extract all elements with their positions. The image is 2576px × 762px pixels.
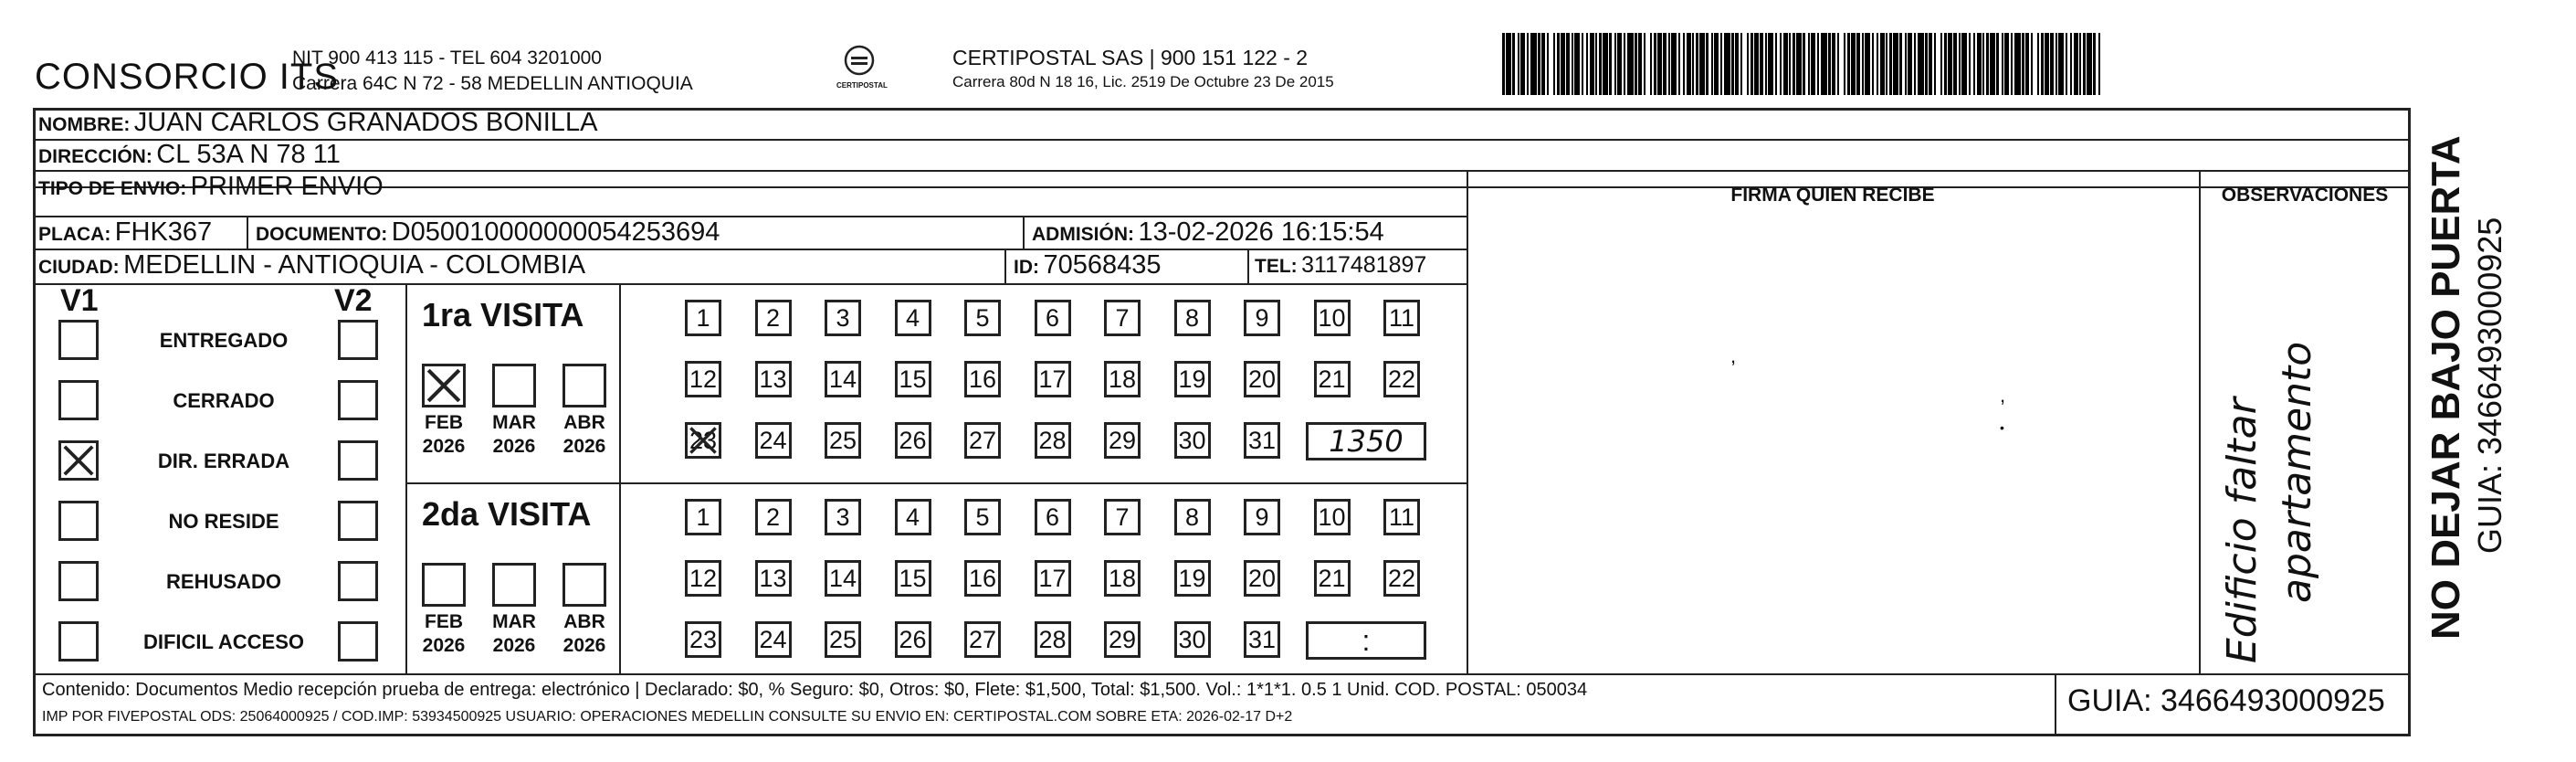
day-number: 28 xyxy=(1038,625,1067,653)
time-value: 1350 xyxy=(1329,424,1404,459)
day-box xyxy=(1035,560,1071,597)
day-box xyxy=(1035,361,1071,397)
day-number: 11 xyxy=(1388,303,1415,332)
day-number: 22 xyxy=(1387,564,1416,592)
status-label: REHUSADO xyxy=(166,570,281,593)
documento-field xyxy=(256,217,720,248)
month-checkbox xyxy=(422,563,466,607)
day-box xyxy=(1174,300,1211,336)
day-number: 29 xyxy=(1108,426,1137,454)
admision-label: ADMISIÓN: xyxy=(1032,224,1134,245)
day-number: 27 xyxy=(968,625,997,653)
id-field xyxy=(1014,250,1161,280)
barcode-bar xyxy=(1724,33,1730,95)
day-number: 10 xyxy=(1318,503,1346,531)
documento-value: D050010000000054253694 xyxy=(391,217,720,247)
month-checkbox xyxy=(492,563,536,607)
tel-label: TEL: xyxy=(1255,256,1298,277)
day-box xyxy=(1244,499,1280,535)
day-box xyxy=(685,621,721,658)
month-checkbox xyxy=(563,563,606,607)
day-number: 7 xyxy=(1115,503,1130,531)
month-year: 2026 xyxy=(422,436,466,457)
day-number: 20 xyxy=(1247,365,1277,393)
day-box xyxy=(1244,422,1280,459)
tipo-envio-value: PRIMER ENVIO xyxy=(190,172,384,201)
month-label xyxy=(487,411,541,459)
time-value: : xyxy=(1362,623,1371,657)
certipostal-logo xyxy=(836,44,888,90)
day-number: 7 xyxy=(1115,303,1130,332)
id-label: ID: xyxy=(1014,257,1039,278)
day-box xyxy=(895,560,931,597)
barcode-bar xyxy=(1530,33,1537,95)
visit-title: 2da VISITA xyxy=(422,495,592,533)
day-number: 27 xyxy=(968,426,997,454)
ciudad-field xyxy=(38,250,585,280)
day-box xyxy=(1174,499,1211,535)
day-number: 26 xyxy=(899,426,927,454)
month-checkbox xyxy=(492,364,536,407)
day-number: 2 xyxy=(765,303,781,332)
day-box xyxy=(1314,361,1351,397)
day-box xyxy=(964,560,1001,597)
signature-mark: , xyxy=(2000,384,2006,407)
day-box xyxy=(964,422,1001,459)
placa-label: PLACA: xyxy=(38,224,111,245)
placa-value: FHK367 xyxy=(114,217,213,247)
day-number: 8 xyxy=(1184,303,1200,332)
logo-caption: CERTIPOSTAL xyxy=(836,81,888,90)
day-box xyxy=(825,300,861,336)
day-number: 17 xyxy=(1038,564,1067,592)
admision-field xyxy=(1032,217,1384,248)
no-dejar-bajo-puerta: NO DEJAR BAJO PUERTA xyxy=(2424,135,2468,640)
status-v2-checkbox xyxy=(338,621,378,661)
day-number: 22 xyxy=(1387,365,1416,393)
day-number: 24 xyxy=(759,625,787,653)
day-number: 16 xyxy=(968,564,997,592)
month-label xyxy=(557,411,612,459)
admision-value: 13-02-2026 16:15:54 xyxy=(1138,217,1384,247)
month-checkbox xyxy=(422,364,466,407)
day-number: 5 xyxy=(975,503,990,531)
day-number: 31 xyxy=(1247,426,1277,454)
day-box xyxy=(1035,422,1071,459)
day-box xyxy=(825,422,861,459)
carrier-address: Carrera 80d N 18 16, Lic. 2519 De Octubre 23 De 2015 xyxy=(952,73,1334,90)
day-number: 8 xyxy=(1184,503,1200,531)
day-box xyxy=(1104,361,1141,397)
day-number: 14 xyxy=(828,564,857,592)
status-v2-checkbox xyxy=(338,380,378,420)
day-number: 21 xyxy=(1318,365,1346,393)
observacion-line1: Edificio faltar xyxy=(2219,397,2266,663)
day-box xyxy=(755,300,792,336)
day-number: 2 xyxy=(765,503,781,531)
observacion-line2: apartamento xyxy=(2274,341,2320,603)
day-number: 13 xyxy=(759,564,787,592)
day-number: 29 xyxy=(1108,625,1137,653)
status-v1-checkbox xyxy=(58,561,99,601)
day-box xyxy=(685,560,721,597)
month-name: MAR xyxy=(492,412,536,433)
barcode-bar xyxy=(1918,33,1924,95)
day-box xyxy=(685,499,721,535)
firma-label: FIRMA QUIEN RECIBE xyxy=(1730,185,1935,206)
day-box xyxy=(1104,621,1141,658)
month-name: ABR xyxy=(563,412,605,433)
day-number: 9 xyxy=(1255,503,1269,531)
day-number: 23 xyxy=(689,625,718,653)
day-box xyxy=(1383,499,1420,535)
day-box xyxy=(1174,361,1211,397)
day-box xyxy=(1383,361,1420,397)
day-box xyxy=(1174,422,1211,459)
day-number: 30 xyxy=(1178,625,1206,653)
day-number: 1 xyxy=(696,503,710,531)
day-box xyxy=(1383,300,1420,336)
month-checkbox xyxy=(563,364,606,407)
day-box xyxy=(755,560,792,597)
day-box xyxy=(1035,300,1071,336)
nombre-label: NOMBRE: xyxy=(38,114,131,135)
x-mark-icon xyxy=(425,366,463,405)
x-mark-icon xyxy=(61,443,96,478)
day-box xyxy=(895,361,931,397)
status-v1-checkbox xyxy=(58,501,99,541)
day-box xyxy=(1035,499,1071,535)
day-box xyxy=(964,361,1001,397)
month-year: 2026 xyxy=(492,436,536,457)
barcode-bar xyxy=(1821,33,1827,95)
day-box xyxy=(895,422,931,459)
day-box xyxy=(964,621,1001,658)
footer-contenido: Contenido: Documentos Medio recepción prueba de entrega: electrónico | Declarado: $0, % Seguro: $0, Otros: $0, Flete: $1,500, Total: $1,500. Vol.: 1*1*1. 0.5 1 Unid. COD. POSTAL: 050034 xyxy=(42,680,1588,700)
day-number: 9 xyxy=(1255,303,1269,332)
status-v1-checkbox xyxy=(58,320,99,360)
month-year: 2026 xyxy=(422,635,466,656)
day-number: 11 xyxy=(1388,503,1415,531)
month-name: MAR xyxy=(492,611,536,632)
footer-impresion: IMP POR FIVEPOSTAL ODS: 25064000925 / COD.IMP: 53934500925 USUARIO: OPERACIONES MEDELLIN CONSULTE SU ENVIO EN: CERTIPOSTAL.COM SOBRE ETA: 2026-02-17 D+2 xyxy=(42,709,1293,725)
day-number: 19 xyxy=(1178,564,1206,592)
company-name: CONSORCIO ITS xyxy=(35,57,340,97)
day-number: 15 xyxy=(899,365,927,393)
day-number: 3 xyxy=(836,503,850,531)
month-name: FEB xyxy=(425,611,463,632)
day-box xyxy=(1104,422,1141,459)
day-box xyxy=(825,499,861,535)
day-number: 16 xyxy=(968,365,997,393)
v2-label: V2 xyxy=(334,283,373,318)
barcode-bar xyxy=(2014,33,2021,95)
day-box xyxy=(685,361,721,397)
day-number: 4 xyxy=(905,503,920,531)
month-label xyxy=(416,610,471,658)
day-number: 25 xyxy=(828,625,857,653)
day-box xyxy=(1244,621,1280,658)
day-number: 19 xyxy=(1178,365,1206,393)
status-v2-checkbox xyxy=(338,320,378,360)
month-label xyxy=(416,411,471,459)
status-v2-checkbox xyxy=(338,501,378,541)
day-box xyxy=(685,300,721,336)
month-year: 2026 xyxy=(563,635,606,656)
day-number: 18 xyxy=(1108,564,1137,592)
day-box xyxy=(1104,300,1141,336)
day-number: 30 xyxy=(1178,426,1206,454)
day-box xyxy=(895,499,931,535)
certipostal-logo-icon xyxy=(843,44,876,77)
status-label: ENTREGADO xyxy=(159,329,289,352)
day-box xyxy=(755,422,792,459)
barcode xyxy=(1502,33,2225,95)
day-box xyxy=(1314,560,1351,597)
day-number: 21 xyxy=(1318,564,1346,592)
day-number: 6 xyxy=(1045,503,1060,531)
day-box xyxy=(825,361,861,397)
day-number: 20 xyxy=(1247,564,1277,592)
month-year: 2026 xyxy=(563,436,606,457)
day-box xyxy=(1244,300,1280,336)
day-number: 14 xyxy=(828,365,857,393)
day-number: 4 xyxy=(905,303,920,332)
id-value: 70568435 xyxy=(1043,250,1162,280)
day-box xyxy=(895,621,931,658)
status-v2-checkbox xyxy=(338,440,378,481)
visit-title: 1ra VISITA xyxy=(422,296,584,333)
status-label: DIR. ERRADA xyxy=(157,450,290,472)
time-box xyxy=(1306,621,1426,660)
tipo-envio-row xyxy=(38,172,384,202)
time-box xyxy=(1306,422,1426,460)
side-guia: GUIA: 3466493000925 xyxy=(2471,217,2508,554)
nombre-row xyxy=(38,108,597,138)
day-box xyxy=(1244,361,1280,397)
v1-label: V1 xyxy=(60,283,99,318)
direccion-label: DIRECCIÓN: xyxy=(38,146,152,167)
day-box xyxy=(825,560,861,597)
day-box xyxy=(1314,499,1351,535)
day-number: 17 xyxy=(1038,365,1067,393)
company-info xyxy=(292,46,693,97)
day-box xyxy=(755,499,792,535)
day-number: 25 xyxy=(828,426,857,454)
status-label: NO RESIDE xyxy=(168,510,279,533)
day-number: 13 xyxy=(759,365,787,393)
status-v1-checkbox xyxy=(58,621,99,661)
day-number: 23 xyxy=(689,426,718,454)
ciudad-value: MEDELLIN - ANTIOQUIA - COLOMBIA xyxy=(123,250,586,280)
day-number: 5 xyxy=(975,303,990,332)
documento-label: DOCUMENTO: xyxy=(256,224,388,245)
day-box xyxy=(895,300,931,336)
x-mark-icon xyxy=(688,425,719,456)
status-v2-checkbox xyxy=(338,561,378,601)
placa-field xyxy=(38,217,212,248)
signature-mark: • xyxy=(2000,420,2004,435)
barcode-bar xyxy=(2100,33,2101,95)
day-number: 3 xyxy=(836,303,850,332)
day-box xyxy=(964,499,1001,535)
day-box xyxy=(755,621,792,658)
day-number: 31 xyxy=(1247,625,1277,653)
tipo-envio-label: TIPO DE ENVIO: xyxy=(38,178,187,199)
company-nit-tel: NIT 900 413 115 - TEL 604 3201000 xyxy=(292,48,602,69)
day-box xyxy=(1314,300,1351,336)
day-box xyxy=(1035,621,1071,658)
nombre-value: JUAN CARLOS GRANADOS BONILLA xyxy=(133,108,598,137)
day-box xyxy=(1174,621,1211,658)
carrier-info xyxy=(952,44,1334,93)
status-v1-checkbox xyxy=(58,380,99,420)
day-box xyxy=(1383,560,1420,597)
day-number: 1 xyxy=(696,303,710,332)
day-number: 12 xyxy=(689,365,718,393)
footer-guia: GUIA: 3466493000925 xyxy=(2067,683,2385,718)
tel-field xyxy=(1255,252,1426,279)
direccion-value: CL 53A N 78 11 xyxy=(156,140,341,169)
day-box xyxy=(964,300,1001,336)
month-label xyxy=(487,610,541,658)
day-number: 28 xyxy=(1038,426,1067,454)
day-box xyxy=(685,422,721,459)
status-label: CERRADO xyxy=(173,389,275,412)
day-number: 12 xyxy=(689,564,718,592)
day-number: 15 xyxy=(899,564,927,592)
status-v1-checkbox xyxy=(58,440,99,481)
signature-mark: , xyxy=(1730,344,1737,367)
day-number: 26 xyxy=(899,625,927,653)
day-number: 24 xyxy=(759,426,787,454)
observaciones-label: OBSERVACIONES xyxy=(2221,185,2389,206)
day-number: 18 xyxy=(1108,365,1137,393)
month-label xyxy=(557,610,612,658)
status-label: DIFICIL ACCESO xyxy=(142,630,304,653)
day-box xyxy=(755,361,792,397)
carrier-name: CERTIPOSTAL SAS | 900 151 122 - 2 xyxy=(952,46,1309,69)
month-year: 2026 xyxy=(492,635,536,656)
day-number: 6 xyxy=(1045,303,1060,332)
day-number: 10 xyxy=(1318,303,1346,332)
month-name: FEB xyxy=(425,412,463,433)
day-box xyxy=(1104,499,1141,535)
tel-value: 3117481897 xyxy=(1301,252,1427,278)
company-address: Carrera 64C N 72 - 58 MEDELLIN ANTIOQUIA xyxy=(292,73,693,94)
ciudad-label: CIUDAD: xyxy=(38,257,120,278)
month-name: ABR xyxy=(563,611,605,632)
direccion-row xyxy=(38,140,341,170)
day-box xyxy=(1174,560,1211,597)
day-box xyxy=(1244,560,1280,597)
day-box xyxy=(1104,560,1141,597)
barcode-bar xyxy=(1627,33,1634,95)
day-box xyxy=(825,621,861,658)
